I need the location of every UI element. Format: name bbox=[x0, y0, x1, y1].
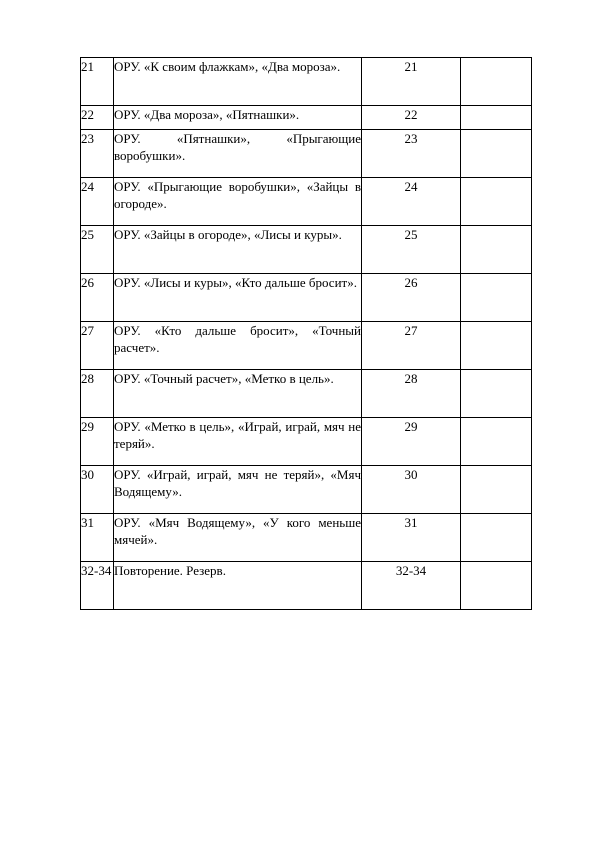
table-row bbox=[81, 58, 532, 106]
row-number-cell: 26 bbox=[81, 274, 114, 322]
lesson-number-cell: 23 bbox=[362, 130, 461, 178]
topic-cell: ОРУ. «Кто дальше бросит», «Точный расчет». bbox=[114, 322, 362, 370]
topic-cell: Повторение. Резерв. bbox=[114, 562, 362, 610]
row-number-cell: 27 bbox=[81, 322, 114, 370]
topic-cell: ОРУ. «Зайцы в огороде», «Лисы и куры». bbox=[114, 226, 362, 274]
table-row bbox=[81, 178, 532, 226]
date-cell bbox=[461, 106, 532, 130]
lesson-plan-body bbox=[81, 58, 532, 610]
date-cell bbox=[461, 466, 532, 514]
table-row bbox=[81, 226, 532, 274]
table-row bbox=[81, 418, 532, 466]
date-cell bbox=[461, 178, 532, 226]
topic-cell: ОРУ. «Играй, играй, мяч не теряй», «Мяч Водящему». bbox=[114, 466, 362, 514]
table-row bbox=[81, 370, 532, 418]
date-cell bbox=[461, 370, 532, 418]
date-cell bbox=[461, 514, 532, 562]
topic-cell: ОРУ. «Метко в цель», «Играй, играй, мяч не теряй». bbox=[114, 418, 362, 466]
date-cell bbox=[461, 58, 532, 106]
lesson-number-cell: 22 bbox=[362, 106, 461, 130]
lesson-plan-table bbox=[80, 57, 532, 610]
topic-cell: ОРУ. «Два мороза», «Пятнашки». bbox=[114, 106, 362, 130]
topic-cell: ОРУ. «Точный расчет», «Метко в цель». bbox=[114, 370, 362, 418]
row-number-cell: 21 bbox=[81, 58, 114, 106]
date-cell bbox=[461, 274, 532, 322]
date-cell bbox=[461, 418, 532, 466]
row-number-cell: 30 bbox=[81, 466, 114, 514]
date-cell bbox=[461, 322, 532, 370]
lesson-number-cell: 24 bbox=[362, 178, 461, 226]
lesson-number-cell: 27 bbox=[362, 322, 461, 370]
table-row bbox=[81, 130, 532, 178]
topic-cell: ОРУ. «Прыгающие воробушки», «Зайцы в огороде». bbox=[114, 178, 362, 226]
table-row bbox=[81, 322, 532, 370]
date-cell bbox=[461, 562, 532, 610]
table-row bbox=[81, 562, 532, 610]
lesson-number-cell: 26 bbox=[362, 274, 461, 322]
lesson-number-cell: 32-34 bbox=[362, 562, 461, 610]
lesson-number-cell: 28 bbox=[362, 370, 461, 418]
lesson-number-cell: 30 bbox=[362, 466, 461, 514]
topic-cell: ОРУ. «Мяч Водящему», «У кого меньше мячей». bbox=[114, 514, 362, 562]
lesson-number-cell: 25 bbox=[362, 226, 461, 274]
row-number-cell: 28 bbox=[81, 370, 114, 418]
date-cell bbox=[461, 226, 532, 274]
row-number-cell: 31 bbox=[81, 514, 114, 562]
topic-cell: ОРУ. «К своим флажкам», «Два мороза». bbox=[114, 58, 362, 106]
row-number-cell: 22 bbox=[81, 106, 114, 130]
topic-cell: ОРУ. «Лисы и куры», «Кто дальше бросит». bbox=[114, 274, 362, 322]
table-row bbox=[81, 274, 532, 322]
table-row bbox=[81, 466, 532, 514]
lesson-number-cell: 31 bbox=[362, 514, 461, 562]
row-number-cell: 24 bbox=[81, 178, 114, 226]
row-number-cell: 25 bbox=[81, 226, 114, 274]
date-cell bbox=[461, 130, 532, 178]
table-row bbox=[81, 106, 532, 130]
row-number-cell: 23 bbox=[81, 130, 114, 178]
lesson-number-cell: 21 bbox=[362, 58, 461, 106]
row-number-cell: 29 bbox=[81, 418, 114, 466]
topic-cell: ОРУ. «Пятнашки», «Прыгающие воробушки». bbox=[114, 130, 362, 178]
row-number-cell: 32-34 bbox=[81, 562, 114, 610]
lesson-number-cell: 29 bbox=[362, 418, 461, 466]
table-row bbox=[81, 514, 532, 562]
